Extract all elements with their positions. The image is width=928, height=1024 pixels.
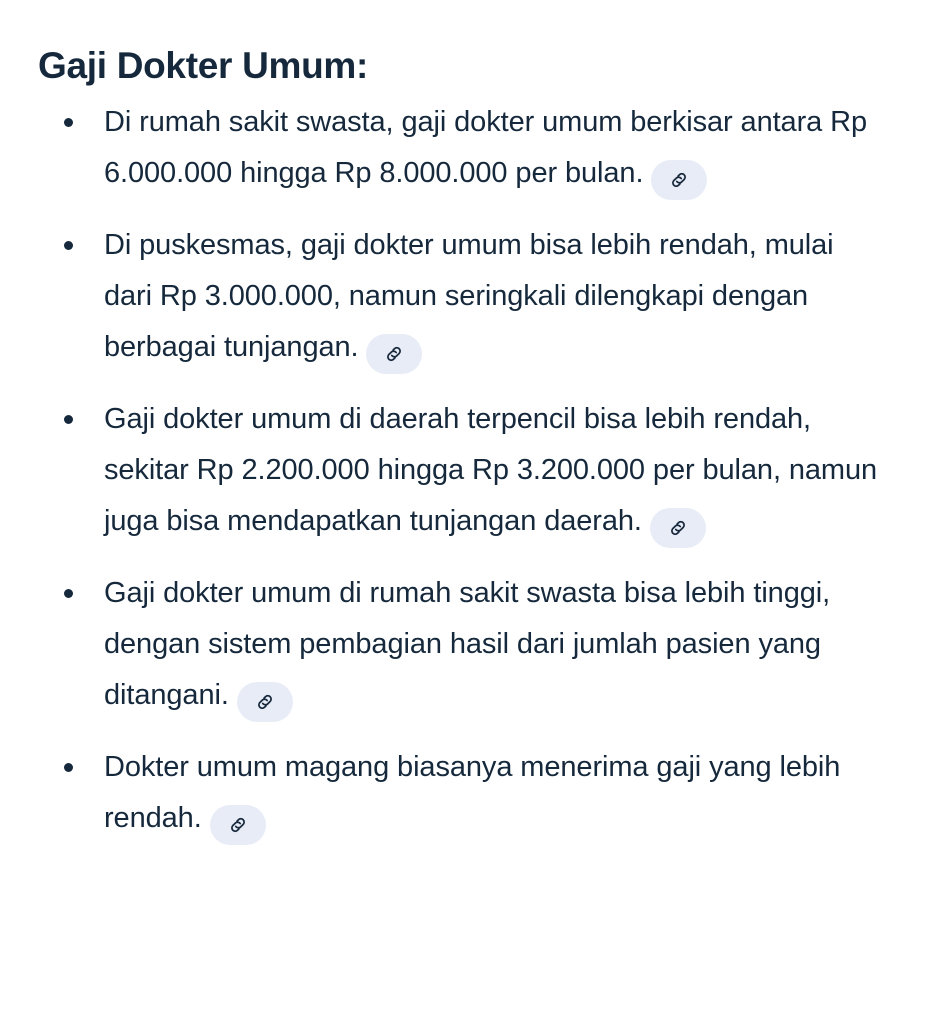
link-icon bbox=[668, 169, 690, 191]
list-item bbox=[0, 742, 928, 845]
citation-link-badge[interactable] bbox=[366, 334, 422, 374]
page-title: Gaji Dokter Umum: bbox=[38, 44, 369, 86]
link-icon bbox=[383, 343, 405, 365]
citation-link-badge[interactable] bbox=[210, 805, 266, 845]
link-icon bbox=[667, 517, 689, 539]
citation-link-badge[interactable] bbox=[651, 160, 707, 200]
list-item-text: Di puskesmas, gaji dokter umum bisa lebih rendah, mulai dari Rp 3.000.000, namun seringkali dilengkapi dengan berbagai tunjangan. bbox=[104, 229, 834, 363]
list-item-text: Di rumah sakit swasta, gaji dokter umum berkisar antara Rp 6.000.000 hingga Rp 8.000.000 per bulan. bbox=[104, 106, 867, 189]
list-item-text: Dokter umum magang biasanya menerima gaji yang lebih rendah. bbox=[104, 751, 841, 834]
list-item bbox=[0, 220, 928, 374]
bullet-marker-icon bbox=[64, 241, 73, 250]
answer-bullet-list bbox=[0, 97, 928, 845]
bullet-marker-icon bbox=[64, 589, 73, 598]
bullet-marker-icon bbox=[64, 415, 73, 424]
link-icon bbox=[227, 814, 249, 836]
link-icon bbox=[254, 691, 276, 713]
bullet-marker-icon bbox=[64, 118, 73, 127]
list-item bbox=[0, 97, 928, 200]
list-item bbox=[0, 394, 928, 548]
bullet-marker-icon bbox=[64, 763, 73, 772]
list-item bbox=[0, 568, 928, 722]
citation-link-badge[interactable] bbox=[237, 682, 293, 722]
list-item-text: Gaji dokter umum di daerah terpencil bisa lebih rendah, sekitar Rp 2.200.000 hingga Rp 3.200.000 per bulan, namun juga bisa mendapatkan tunjangan daerah. bbox=[104, 403, 878, 537]
citation-link-badge[interactable] bbox=[650, 508, 706, 548]
list-item-text: Gaji dokter umum di rumah sakit swasta bisa lebih tinggi, dengan sistem pembagian hasil dari jumlah pasien yang ditangani. bbox=[104, 577, 831, 711]
